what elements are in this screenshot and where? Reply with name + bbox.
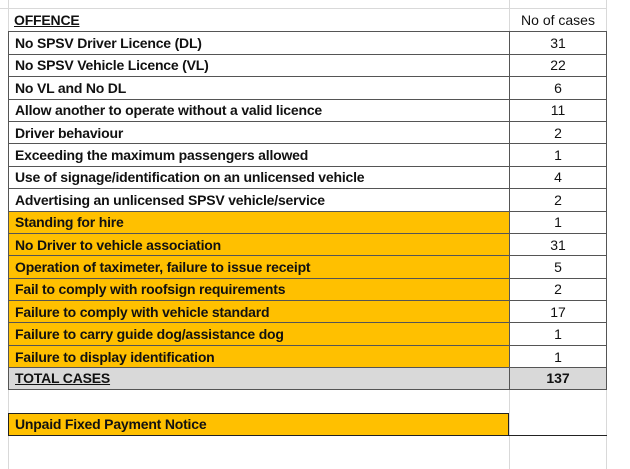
total-row [8, 367, 607, 389]
cases-cell[interactable]: 6 [509, 76, 607, 98]
unpaid-row [8, 413, 607, 436]
offence-cell[interactable]: Allow another to operate without a valid licence [8, 99, 509, 121]
cases-cell[interactable]: 22 [509, 54, 607, 76]
table-row [8, 121, 607, 143]
total-label[interactable]: TOTAL CASES [8, 367, 509, 389]
offence-cell[interactable]: Operation of taximeter, failure to issue receipt [8, 255, 509, 277]
table-row-highlighted [8, 278, 607, 300]
header-row [8, 9, 607, 31]
table-row [8, 166, 607, 188]
cases-cell[interactable]: 2 [509, 121, 607, 143]
table-row [8, 54, 607, 76]
offence-column-header[interactable]: OFFENCE [14, 12, 80, 29]
cases-cell[interactable]: 1 [509, 345, 607, 367]
table-row [8, 143, 607, 165]
offence-cell[interactable]: Use of signage/identification on an unlicensed vehicle [8, 166, 509, 188]
cases-cell[interactable]: 1 [509, 322, 607, 344]
cases-cell[interactable]: 2 [509, 278, 607, 300]
empty-cell[interactable] [8, 390, 509, 413]
table-row-highlighted [8, 322, 607, 344]
cases-cell[interactable]: 5 [509, 255, 607, 277]
table-row-highlighted [8, 300, 607, 322]
cases-cell[interactable]: 1 [509, 143, 607, 165]
blank-row [8, 390, 607, 413]
offence-cell[interactable]: Driver behaviour [8, 121, 509, 143]
cases-cell[interactable]: 1 [509, 211, 607, 233]
unpaid-value[interactable] [509, 413, 607, 436]
cases-cell[interactable]: 4 [509, 166, 607, 188]
table-row [8, 99, 607, 121]
cases-column-header[interactable]: No of cases [521, 12, 595, 29]
table-row [8, 188, 607, 210]
offence-cell[interactable]: No SPSV Driver Licence (DL) [8, 31, 509, 53]
cases-cell[interactable]: 2 [509, 188, 607, 210]
offence-cell[interactable]: No Driver to vehicle association [8, 233, 509, 255]
offence-cell[interactable]: Exceeding the maximum passengers allowed [8, 143, 509, 165]
table-row-highlighted [8, 255, 607, 277]
cases-cell[interactable]: 17 [509, 300, 607, 322]
table-row [8, 76, 607, 98]
table-row-highlighted [8, 211, 607, 233]
offence-cell[interactable]: No SPSV Vehicle Licence (VL) [8, 54, 509, 76]
offence-cell[interactable]: Failure to display identification [8, 345, 509, 367]
cases-cell[interactable]: 31 [509, 31, 607, 53]
offence-table [8, 9, 607, 436]
table-row [8, 31, 607, 53]
unpaid-label[interactable]: Unpaid Fixed Payment Notice [8, 413, 509, 436]
cases-cell[interactable]: 11 [509, 99, 607, 121]
offence-cell[interactable]: Advertising an unlicensed SPSV vehicle/service [8, 188, 509, 210]
offence-cell[interactable]: Standing for hire [8, 211, 509, 233]
offence-cell[interactable]: Failure to comply with vehicle standard [8, 300, 509, 322]
empty-cell[interactable] [509, 390, 607, 413]
table-row-highlighted [8, 233, 607, 255]
cases-cell[interactable]: 31 [509, 233, 607, 255]
offence-cell[interactable]: Fail to comply with roofsign requirements [8, 278, 509, 300]
offence-cell[interactable]: Failure to carry guide dog/assistance dog [8, 322, 509, 344]
table-row-highlighted [8, 345, 607, 367]
total-value[interactable]: 137 [509, 367, 607, 389]
offence-cell[interactable]: No VL and No DL [8, 76, 509, 98]
